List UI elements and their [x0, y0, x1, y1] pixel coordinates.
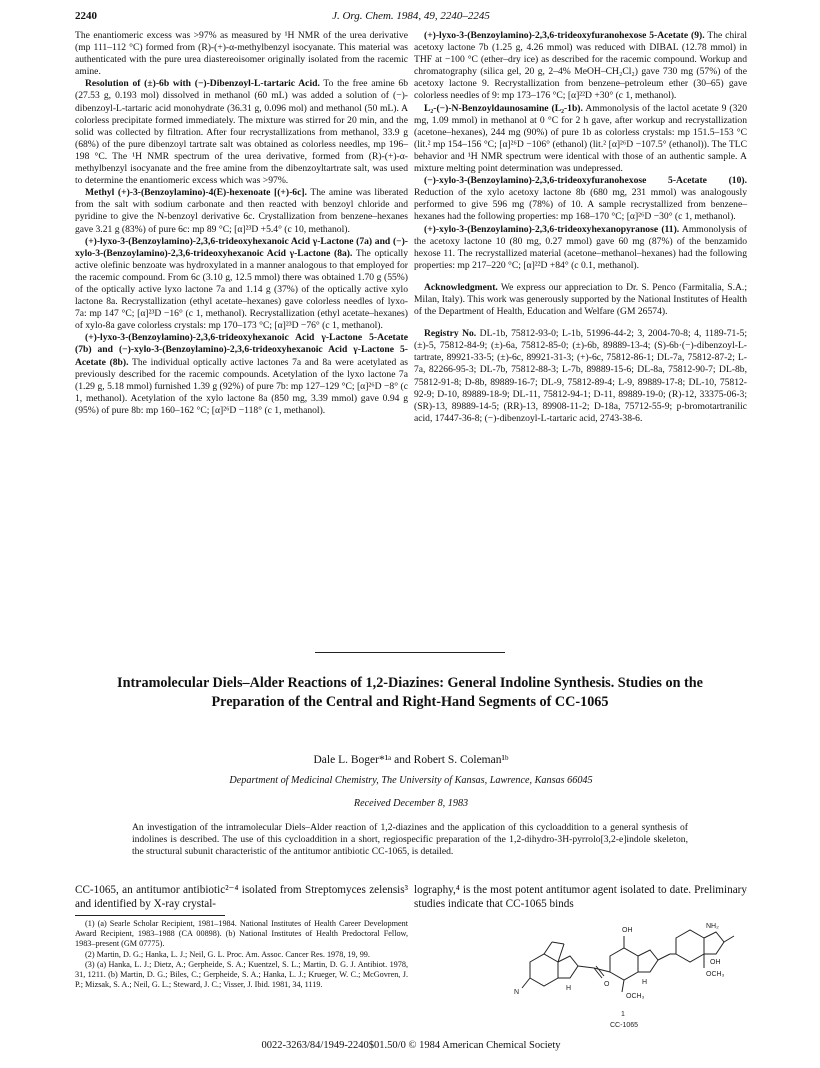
paragraph-acknowledgment: [414, 282, 747, 318]
heading-registry: Registry No.: [424, 328, 477, 340]
heading-xylo-acetate: (−)-xylo-3-(Benzoylamino)-2,3,6-trideoxyfuranohexose 5-Acetate (10).: [424, 175, 747, 187]
label-oh-middle: OH: [622, 927, 633, 934]
heading-furanohexose: (+)-lyxo-3-(Benzoylamino)-2,3,6-trideoxyfuranohexose 5-Acetate (9).: [424, 30, 705, 41]
paragraph-registry: [414, 328, 747, 425]
footnote-1: (1) (a) Searle Scholar Recipient, 1981–1984. National Institutes of Health Career Development Award Recipient, 1983–1988 (CA 00898). (b) National Institutes of Health Predoctoral Fellow, 1983–present (GM 07775).: [75, 919, 408, 949]
middle-pyrrole-ring: [638, 950, 658, 972]
paragraph-furanohexose: [414, 30, 747, 103]
right-column: [414, 30, 747, 425]
paragraph-ee: The enantiomeric excess was >97% as measured by ¹H NMR of the urea derivative (mp 111–112 °C) formed from (R)-(+)-α-methylbenzyl isocyanate. This material was authenticated with the pure urea diastereoisomer originally isolated from the racemic amine.: [75, 30, 408, 78]
page-number: 2240: [75, 10, 97, 22]
intro-left: CC-1065, an antitumor antibiotic²⁻⁴ isolated from Streptomyces zelensis³ and identified by X-ray crystal-: [75, 884, 408, 911]
text-acknowledgment: We express our appreciation to Dr. S. Penco (Farmitalia, S.A.; Milan, Italy). This work was generously supported by the National Institutes of Health of the Department of Health, Education and Welfare (GM 26574).: [414, 281, 747, 318]
compound-name: CC-1065: [610, 1022, 639, 1029]
right-benzene-ring: [676, 930, 704, 962]
article-abstract: An investigation of the intramolecular Diels–Alder reaction of 1,2-diazines and the application of this cycloaddition to a general synthesis of indolines is described. The use of this cycloaddition in a short, regiospecific preparation of the 1,2-dihydro-3H-pyrrolo[3,2-e]indole skeleton, the structural subunit characteristic of the antitumor antibiotic CC-1065, is detailed.: [132, 822, 688, 857]
label-o: O: [604, 981, 610, 988]
label-h-left: H: [566, 985, 572, 992]
footnote-3: (3) (a) Hanka, L. J.; Dietz, A.; Gerpheide, S. A.; Kuentzel, S. L.; Martin, D. G. J. Antibiot. 1978, 31, 1211. (b) Martin, D. G.; Biles, C.; Gerpheide, S. A.; Hanka, L. J.; Krueger, W. C.; McGovren, J. P.; Mizsak, S. A.; Neil, G. L.; Steward, J. C.; Visser, J. Ibid. 1981, 34, 1119.: [75, 959, 408, 990]
text-xylo-acetate: Reduction of the xylo acetoxy lactone 8b (680 mg, 231 mmol) was analogously performed to give 596 mg (78%) of 10. A sample recrystallized from benzene–hexanes had the following properties: mp 168–170 °C; [α]²⁶D −30° (c 1, methanol).: [414, 187, 747, 223]
heading-acknowledgment: Acknowledgment.: [424, 281, 498, 293]
label-och3-right: OCH₃: [706, 971, 725, 978]
paragraph-pyranose: [414, 224, 747, 272]
footnotes: [75, 919, 408, 990]
left-pyrrole-ring: [558, 956, 578, 978]
label-oh-right: OH: [710, 959, 721, 966]
label-och3-middle: OCH₃: [626, 993, 645, 1000]
label-h-middle: H: [642, 979, 648, 986]
left-column: [75, 30, 408, 417]
section-divider: [315, 652, 505, 653]
left-benzene-ring: [530, 954, 558, 986]
journal-citation: J. Org. Chem. 1984, 49, 2240–2245: [332, 10, 490, 22]
heading-acetates: (+)-lyxo-3-(Benzoylamino)-2,3,6-trideoxyhexanoic Acid γ-Lactone 5-Acetate (7b) and (−)-xylo-3-(Benzoylamino)-2,3,6-trideoxyhexanoic Acid γ-Lactone 5-Acetate (8b).: [75, 332, 408, 368]
label-n: N: [514, 989, 520, 996]
footnote-divider: [75, 915, 225, 916]
text-lactones: The optically active olefinic benzoate was hydroxylated in a manner analogous to that employed for the racemic compound. From 6c (3.10 g, 12.5 mmol) there was obtained 1.70 g (55%) of the optically active lyxo lactone 7a and 1.14 g (37%) of the optically active xylo lactone 8a. Recrystallization (ethyl acetate–hexanes) gave colorless needles of lyxo-7a: mp 147 °C; [α]²³D −16° (c 1, methanol). Recrystallization (ethyl acetate–hexanes) of xylo-8a gave colorless crystals: mp 170–173 °C; [α]²³D −76° (c 1, methanol).: [75, 247, 409, 332]
heading-pyranose: (+)-xylo-3-(Benzoylamino)-2,3,6-trideoxyhexanopyranose (11).: [424, 223, 680, 235]
intro-right: lography,⁴ is the most potent antitumor agent isolated to date. Preliminary studies indicate that CC-1065 binds: [414, 884, 747, 911]
paragraph-lactones: [75, 236, 408, 333]
heading-daunosamine: L₂-(−)-N-Benzoyldaunosamine (L₂-1b).: [424, 102, 583, 114]
text-registry: DL-1b, 75812-93-0; L-1b, 51996-44-2; 3, 2004-70-8; 4, 1189-71-5; (±)-5, 75812-84-9; (±)-6a, 75812-85-0; (±)-6b, 89889-13-4; (S)-6b·(−)-dibenzoyl-L-tartrate, 89921-33-5; (±)-6c, 89921-31-3; (+)-6c, 75812-86-1; DL-7a, 75812-87-2; L-7a, 82266-95-3; DL-7b, 75812-88-3; L-7b, 89889-15-6; DL-8a, 75812-90-7; DL-8b, 75812-91-8; D-8b, 89889-16-7; DL-9, 75812-89-4; L-9, 89889-17-8; DL-10, 75812-92-9; D-10, 89889-18-9; DL-11, 75812-94-1; D-11, 89889-19-0; (R)-12, 33375-06-3; (SR)-13, 89889-14-5; (RR)-13, 89908-11-2; D-18a, 75712-55-9; p-bromotartranilic acid, 17447-36-8; (−)-dibenzoyl-L-tartaric acid, 2743-38-6.: [414, 328, 748, 424]
received-date: Received December 8, 1983: [353, 798, 469, 809]
middle-benzene-ring: [610, 948, 638, 980]
heading-lactones: (+)-lyxo-3-(Benzoylamino)-2,3,6-trideoxyhexanoic Acid γ-Lactone (7a) and (−)-xylo-3-(Benzoylamino)-2,3,6-trideoxyhexanoic Acid γ-Lactone (8a).: [75, 235, 408, 259]
paragraph-daunosamine: [414, 103, 747, 176]
footnote-2: (2) Martin, D. G.; Hanka, L. J.; Neil, G. L. Proc. Am. Assoc. Cancer Res. 1978, 19, 99.: [85, 949, 370, 959]
text-furanohexose: The chiral acetoxy lactone 7b (1.25 g, 4.26 mmol) was reduced with DIBAL (12.78 mmol) in THF at −100 °C (ether–dry ice) as described for the racemic compound. Workup and chromatography (silica gel, 20 g, 2–4% MeOH–CH₂Cl₂) gave 730 mg (57%) of the acetoxy lactone 9. Recrystallization from benzene–petroleum ether (30–65) gave colorless needles of 9: mp 173–176 °C; [α]²²D +30° (c 1, methanol).: [414, 30, 747, 102]
text-methyl-hexenoate: The amine was liberated from the salt with sodium carbonate and then reacted with benzoyl chloride and pyridine to give the N-benzoyl derivative 6c. Crystallization from benzene–hexanes gave 3.21 g (83%) of pure 6c: mp 89 °C; [α]²³D +5.4° (c 10, methanol).: [75, 187, 408, 235]
compound-number: 1: [621, 1011, 625, 1018]
running-header: [75, 10, 747, 28]
text-acetates: The individual optically active lactones 7a and 8a were acetylated as previously described for the racemic compounds. Acetylation of the lyxo lactone 7a (1.29 g, 5.18 mmol) furnished 1.39 g (92%) of pure 7b: mp 127–129 °C; [α]²⁶D −8° (c 1, methanol). Acetylation of the xylo lactone 8a (850 mg, 3.39 mmol) gave 0.94 g (95%) of pure 8b: mp 160–162 °C; [α]²⁶D −118° (c 1, methanol).: [75, 356, 408, 416]
label-nh2: NH₂: [706, 923, 719, 930]
heading-methyl-hexenoate: Methyl (+)-3-(Benzoylamino)-4(E)-hexenoate [(+)-6c].: [85, 187, 307, 199]
text-resolution: To the free amine 6b (27.53 g, 0.193 mol) dissolved in methanol (60 mL) was added a solution of (−)-dibenzoyl-L-tartaric acid monohydrate (36.31 g, 0.096 mol) and methanol (50 mL). A colorless precipitate formed immediately. The mixture was stirred for 20 min, and the solid was collected by filtration. After four recrystallizations from methanol, 33.9 g (68%) of the pure dibenzoyl tartrate salt was obtained as colorless needles, mp 196–198 °C. The ¹H NMR spectrum of the urea derivative, formed from (R)-(+)-α-methylbenzyl isocyanate and the free amine from the dibenzoyltartrate salt, was used to determine the enantiomeric excess which was >97%.: [75, 78, 408, 187]
right-pyrrole-ring: [704, 932, 724, 954]
article-title: Intramolecular Diels–Alder Reactions of 1,2-Diazines: General Indoline Synthesis. Studies on the Preparation of the Central and Right-Hand Segments of CC-1065: [117, 675, 703, 710]
cc-1065-structure: [510, 912, 740, 1030]
page-footer: 0022-3263/84/1949-2240$01.50/0 © 1984 American Chemical Society: [261, 1040, 561, 1051]
text-daunosamine: Ammonolysis of the lactol acetate 9 (320 mg, 1.09 mmol) in methanol at 0 °C for 2 h gave, after workup and recrystallization (acetone–hexanes), 244 mg (90%) of pure 1b as colorless crystals: mp 151.5–153 °C (lit.² mp 154–156 °C; [α]²⁶D −106° (ethanol) (lit.² [α]²⁶D −107.5° (ethanol)). The TLC behavior and ¹H NMR spectrum were identical with those of an authentic sample. A mixture melting point determination was undepressed.: [414, 102, 748, 175]
heading-resolution: Resolution of (±)-6b with (−)-Dibenzoyl-L-tartaric Acid.: [85, 78, 320, 90]
article-authors: Dale L. Boger*¹ᵃ and Robert S. Coleman¹ᵇ: [313, 754, 509, 766]
paragraph-resolution: [75, 78, 408, 187]
article-affiliation: Department of Medicinal Chemistry, The University of Kansas, Lawrence, Kansas 66045: [229, 775, 593, 786]
text-pyranose: Ammonolysis of the acetoxy lactone 10 (80 mg, 0.27 mmol) gave 60 mg (87%) of the benzamido hexose 11. The recrystallized material (acetone–methanol–hexanes) had the following properties: mp 217–220 °C; [α]²²D +84° (c 0.1, methanol).: [414, 223, 747, 271]
paragraph-xylo-acetate: [414, 175, 747, 223]
paragraph-methyl-hexenoate: [75, 187, 408, 235]
paragraph-acetates: [75, 332, 408, 417]
